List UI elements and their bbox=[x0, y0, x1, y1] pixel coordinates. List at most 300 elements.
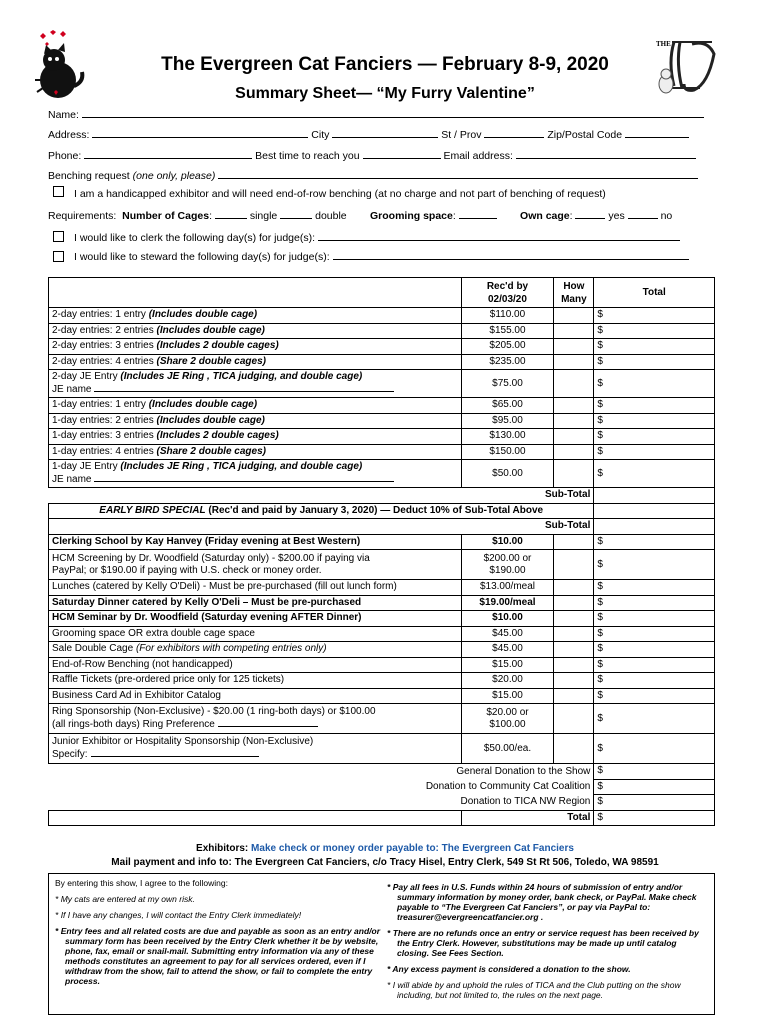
community-donation-label: Donation to Community Cat Coalition bbox=[425, 780, 591, 792]
total-field[interactable] bbox=[594, 734, 715, 764]
extra-price-value: $13.00/meal bbox=[479, 581, 535, 593]
how-many-field[interactable] bbox=[554, 339, 594, 355]
entry-price: $110.00 bbox=[461, 308, 554, 324]
extra-price bbox=[461, 550, 554, 580]
entry-description bbox=[49, 354, 462, 370]
entry-price: $50.00 bbox=[461, 460, 554, 488]
entry-row bbox=[49, 429, 715, 445]
entry-row bbox=[49, 398, 715, 414]
entry-label: 1-day entries: 4 entries bbox=[52, 445, 157, 457]
best-time-field[interactable] bbox=[363, 149, 441, 159]
entry-description bbox=[49, 460, 462, 488]
community-donation-field[interactable] bbox=[594, 779, 715, 795]
extra-price-value: $15.00 bbox=[492, 689, 523, 701]
subtotal-row bbox=[49, 488, 715, 504]
je-name-field[interactable] bbox=[94, 473, 394, 482]
general-donation-field[interactable] bbox=[594, 764, 715, 780]
je-name-field[interactable] bbox=[94, 383, 394, 392]
handicapped-label: I am a handicapped exhibitor and will need end-of-row benching (at no charge and not part of benching of request) bbox=[74, 188, 606, 200]
entry-note: (Includes double cage) bbox=[156, 324, 265, 336]
how-many-field[interactable] bbox=[554, 657, 594, 673]
no-label: no bbox=[660, 210, 673, 222]
entry-row bbox=[49, 444, 715, 460]
address-label: Address: bbox=[48, 129, 90, 141]
double-label: double bbox=[315, 210, 347, 222]
entry-label: 2-day entries: 4 entries bbox=[52, 355, 157, 367]
entry-description bbox=[49, 413, 462, 429]
terms-item bbox=[387, 928, 709, 958]
dollar-sign: $ bbox=[597, 712, 603, 724]
entry-row bbox=[49, 323, 715, 339]
subtotal2-label: Sub-Total bbox=[49, 519, 594, 535]
how-many-field[interactable] bbox=[554, 580, 594, 596]
total-row bbox=[49, 810, 715, 826]
how-many-field[interactable] bbox=[554, 642, 594, 658]
extra-label: Grooming space OR extra double cage space bbox=[52, 627, 255, 639]
terms-text: Pay all fees in U.S. Funds within 24 hours of submission of entry and/or summary information by money order, bank check, or PayPal. Make check payable to “The Evergreen Cat Fanciers”, or pay via PayPal to: treasurer@evergreencatfancier.org . bbox=[392, 882, 697, 922]
how-many-field[interactable] bbox=[554, 688, 594, 704]
entry-description bbox=[49, 429, 462, 445]
subtotal2-row bbox=[49, 519, 715, 535]
how-many-field[interactable] bbox=[554, 595, 594, 611]
extra-price-value2: $190.00 bbox=[489, 564, 526, 576]
how-many-field[interactable] bbox=[554, 534, 594, 550]
total-field[interactable] bbox=[594, 398, 715, 414]
clerk-label: I would like to clerk the following day(s) for judge(s): bbox=[74, 232, 316, 244]
total-label: Total bbox=[461, 810, 594, 826]
total-field[interactable] bbox=[594, 657, 715, 673]
how-many-field[interactable] bbox=[554, 398, 594, 414]
how-label: How bbox=[563, 280, 585, 292]
entry-label: 1-day JE Entry bbox=[52, 461, 121, 472]
entry-price: $150.00 bbox=[461, 444, 554, 460]
extra-row bbox=[49, 611, 715, 627]
extra-label: Raffle Tickets (pre-ordered price only for 125 tickets) bbox=[52, 674, 285, 686]
extra-row bbox=[49, 550, 715, 580]
dollar-sign: $ bbox=[597, 658, 603, 670]
entry-note: (Share 2 double cages) bbox=[156, 445, 266, 457]
extra-row bbox=[49, 673, 715, 689]
how-many-field[interactable] bbox=[554, 673, 594, 689]
phone-field[interactable] bbox=[84, 149, 252, 159]
how-many-field[interactable] bbox=[554, 370, 594, 398]
terms-right bbox=[387, 882, 709, 1006]
extra-price bbox=[461, 595, 554, 611]
total-field[interactable] bbox=[594, 810, 715, 826]
exhibitors-line bbox=[0, 843, 770, 854]
exhibitors-label: Exhibitors: bbox=[196, 843, 249, 854]
terms-item bbox=[387, 964, 709, 974]
extra-price-value: $20.00 bbox=[492, 674, 523, 686]
terms-text: Entry fees and all related costs are due and payable as soon as an entry and/or summary form has been received by the Entry Clerk whether it be by website, phone, fax, email or snail-mail. Submitting entry information via any of these methods constitutes an agreement to pay for all services ordered, even if I withdraw from the show, fail to attend the show, or fail to complete the entry process. bbox=[60, 926, 381, 986]
total-field[interactable] bbox=[594, 626, 715, 642]
single-cage-field[interactable] bbox=[215, 209, 247, 219]
extra-fill-field[interactable] bbox=[218, 718, 318, 727]
extra-price-value: $20.00 or bbox=[486, 706, 529, 718]
extra-description bbox=[49, 611, 462, 627]
entries-body bbox=[49, 308, 715, 488]
name-field[interactable] bbox=[82, 108, 704, 118]
extra-row bbox=[49, 626, 715, 642]
extra-label: Junior Exhibitor or Hospitality Sponsorship (Non-Exclusive) bbox=[52, 736, 314, 747]
make-check-text: Make check or money order payable to: The Evergreen Cat Fanciers bbox=[251, 843, 574, 854]
clerk-row bbox=[74, 231, 680, 244]
entry-note: (Includes JE Ring , TICA judging, and double cage) bbox=[120, 371, 363, 382]
extra-description bbox=[49, 657, 462, 673]
early-bird-title: EARLY BIRD SPECIAL bbox=[99, 504, 206, 516]
steward-checkbox[interactable] bbox=[53, 251, 64, 262]
early-bird-field[interactable] bbox=[594, 503, 715, 519]
how-many-field[interactable] bbox=[554, 460, 594, 488]
entry-description bbox=[49, 308, 462, 324]
extra-description bbox=[49, 534, 462, 550]
extra-label: Business Card Ad in Exhibitor Catalog bbox=[52, 689, 221, 701]
total-field[interactable] bbox=[594, 642, 715, 658]
grooming-space-field[interactable] bbox=[459, 209, 497, 219]
best-time-label: Best time to reach you bbox=[255, 150, 360, 162]
extra-label: Sale Double Cage bbox=[52, 643, 136, 655]
benching-label: Benching request bbox=[48, 170, 130, 182]
extra-row bbox=[49, 534, 715, 550]
address-row bbox=[48, 128, 689, 141]
total-field[interactable] bbox=[594, 444, 715, 460]
extra-price bbox=[461, 688, 554, 704]
total-field[interactable] bbox=[594, 308, 715, 324]
total-field[interactable] bbox=[594, 580, 715, 596]
dollar-sign: $ bbox=[597, 535, 603, 547]
entry-price: $65.00 bbox=[461, 398, 554, 414]
dollar-sign: $ bbox=[597, 780, 603, 792]
community-donation-row bbox=[49, 779, 715, 795]
terms-item bbox=[387, 882, 709, 922]
tica-donation-field[interactable] bbox=[594, 795, 715, 811]
extra-description bbox=[49, 642, 462, 658]
extra-label: Clerking School by Kay Hanvey (Friday evening at Best Western) bbox=[52, 535, 361, 547]
city-field[interactable] bbox=[332, 128, 438, 138]
entry-label: 1-day entries: 1 entry bbox=[52, 399, 149, 411]
dollar-sign: $ bbox=[597, 445, 603, 457]
total-field[interactable] bbox=[594, 460, 715, 488]
extra-label-line2: PayPal; or $190.00 if paying with U.S. check or money order. bbox=[52, 564, 322, 576]
extra-price-value: $45.00 bbox=[492, 627, 523, 639]
dollar-sign: $ bbox=[597, 643, 603, 655]
dollar-sign: $ bbox=[597, 689, 603, 701]
extra-row bbox=[49, 580, 715, 596]
entry-note: (Includes double cage) bbox=[148, 309, 258, 321]
st-prov-field[interactable] bbox=[484, 128, 544, 138]
total-field[interactable] bbox=[594, 673, 715, 689]
entry-description bbox=[49, 398, 462, 414]
tica-donation-row bbox=[49, 795, 715, 811]
entry-price: $235.00 bbox=[461, 354, 554, 370]
extra-label: Lunches (catered by Kelly O'Deli) - Must be pre-purchased (fill out lunch form) bbox=[52, 581, 397, 593]
dollar-sign: $ bbox=[597, 558, 603, 570]
subtotal-field[interactable] bbox=[594, 488, 715, 504]
subtotal-label: Sub-Total bbox=[49, 488, 594, 504]
entry-note: (Includes 2 double cages) bbox=[156, 340, 279, 352]
entry-description bbox=[49, 323, 462, 339]
logo-text: THE bbox=[656, 40, 671, 48]
how-many-field[interactable] bbox=[554, 611, 594, 627]
bullet: * bbox=[387, 882, 391, 892]
fee-table bbox=[48, 277, 715, 826]
extra-description bbox=[49, 673, 462, 689]
total-field[interactable] bbox=[594, 413, 715, 429]
extra-price bbox=[461, 642, 554, 658]
own-cage-label: Own cage bbox=[520, 210, 570, 222]
name-label: Name: bbox=[48, 109, 79, 121]
how-many-field[interactable] bbox=[554, 734, 594, 764]
terms-item bbox=[55, 894, 385, 904]
email-label: Email address: bbox=[443, 150, 513, 162]
bullet: * bbox=[55, 926, 59, 936]
entry-row bbox=[49, 354, 715, 370]
phone-row bbox=[48, 149, 696, 162]
bullet: * bbox=[387, 980, 391, 990]
extra-price-value: $10.00 bbox=[492, 535, 523, 547]
extra-note: (For exhibitors with competing entries only) bbox=[135, 643, 327, 655]
recd-label: Rec'd by bbox=[486, 280, 529, 292]
tica-donation-label: Donation to TICA NW Region bbox=[460, 796, 591, 807]
dollar-sign: $ bbox=[597, 612, 603, 624]
entry-note: (Includes double cage) bbox=[156, 414, 265, 426]
extra-description bbox=[49, 688, 462, 704]
how-many-field[interactable] bbox=[554, 323, 594, 339]
entry-price: $75.00 bbox=[461, 370, 554, 398]
address-field[interactable] bbox=[92, 128, 308, 138]
email-field[interactable] bbox=[516, 149, 696, 159]
dollar-sign: $ bbox=[597, 467, 603, 479]
dollar-sign: $ bbox=[597, 581, 603, 593]
extra-label: End-of-Row Benching (not handicapped) bbox=[52, 658, 233, 670]
benching-note: (one only, please) bbox=[132, 170, 216, 182]
name-row bbox=[48, 108, 704, 121]
city-label: City bbox=[311, 129, 330, 141]
extra-description bbox=[49, 704, 462, 734]
entry-row bbox=[49, 339, 715, 355]
entry-description bbox=[49, 370, 462, 398]
how-many-field[interactable] bbox=[554, 626, 594, 642]
terms-item bbox=[387, 980, 709, 1000]
steward-label: I would like to steward the following day(s) for judge(s): bbox=[74, 251, 330, 263]
entry-price: $155.00 bbox=[461, 323, 554, 339]
bullet: * bbox=[387, 928, 391, 938]
steward-row bbox=[74, 250, 689, 263]
how-many-header bbox=[554, 278, 594, 308]
entry-price: $205.00 bbox=[461, 339, 554, 355]
extra-price bbox=[461, 611, 554, 627]
benching-row bbox=[48, 169, 698, 182]
entry-row bbox=[49, 308, 715, 324]
entry-row bbox=[49, 370, 715, 398]
how-many-field[interactable] bbox=[554, 354, 594, 370]
total-field[interactable] bbox=[594, 429, 715, 445]
entry-description bbox=[49, 444, 462, 460]
extra-fill-field[interactable] bbox=[91, 748, 259, 757]
num-cages-label: Number of Cages bbox=[122, 210, 210, 222]
bullet: * bbox=[387, 964, 391, 974]
extra-price-value2: $100.00 bbox=[489, 718, 526, 730]
extra-label-line2: Specify: bbox=[52, 749, 88, 760]
general-donation-row bbox=[49, 764, 715, 780]
how-many-field[interactable] bbox=[554, 704, 594, 734]
entry-label: 2-day entries: 2 entries bbox=[52, 324, 157, 336]
entry-row bbox=[49, 460, 715, 488]
steward-field[interactable] bbox=[333, 250, 689, 260]
double-cage-field[interactable] bbox=[280, 209, 312, 219]
page-subtitle: Summary Sheet— “My Furry Valentine” bbox=[235, 85, 535, 102]
total-field[interactable] bbox=[594, 339, 715, 355]
handicapped-checkbox[interactable] bbox=[53, 186, 64, 197]
extra-price bbox=[461, 534, 554, 550]
clerk-checkbox[interactable] bbox=[53, 231, 64, 242]
extra-description bbox=[49, 580, 462, 596]
early-bird-row bbox=[49, 503, 715, 519]
dollar-sign: $ bbox=[597, 414, 603, 426]
general-donation-label: General Donation to the Show bbox=[456, 765, 591, 777]
dollar-sign: $ bbox=[597, 796, 603, 808]
single-label: single bbox=[249, 210, 278, 222]
yes-label: yes bbox=[608, 210, 625, 222]
dollar-sign: $ bbox=[597, 596, 603, 608]
extra-row bbox=[49, 734, 715, 764]
table-header-row bbox=[49, 278, 715, 308]
entry-label: 2-day JE Entry bbox=[52, 371, 121, 382]
total-field[interactable] bbox=[594, 550, 715, 580]
total-field[interactable] bbox=[594, 354, 715, 370]
zip-label: Zip/Postal Code bbox=[547, 129, 623, 141]
dollar-sign: $ bbox=[597, 742, 603, 754]
extra-description bbox=[49, 626, 462, 642]
zip-field[interactable] bbox=[625, 128, 689, 138]
page-title: The Evergreen Cat Fanciers — February 8-9, 2020 bbox=[161, 54, 609, 75]
terms-box bbox=[48, 873, 715, 1015]
entry-row bbox=[49, 413, 715, 429]
how-many-field[interactable] bbox=[554, 550, 594, 580]
terms-item bbox=[55, 910, 385, 920]
total-header: Total bbox=[594, 278, 715, 308]
dollar-sign: $ bbox=[597, 309, 603, 321]
clerk-field[interactable] bbox=[318, 231, 680, 241]
entry-label: 2-day entries: 1 entry bbox=[52, 309, 149, 321]
extra-row bbox=[49, 657, 715, 673]
total-field[interactable] bbox=[594, 611, 715, 627]
requirements-label: Requirements: bbox=[48, 210, 117, 222]
dollar-sign: $ bbox=[597, 399, 603, 411]
extra-price bbox=[461, 704, 554, 734]
extra-price-value: $50.00/ea. bbox=[483, 742, 532, 754]
terms-text: Any excess payment is considered a donation to the show. bbox=[392, 964, 631, 974]
total-field[interactable] bbox=[594, 704, 715, 734]
dollar-sign: $ bbox=[597, 811, 603, 823]
entry-note: (Includes double cage) bbox=[148, 399, 258, 411]
terms-intro: By entering this show, I agree to the following: bbox=[55, 878, 228, 888]
total-field[interactable] bbox=[594, 370, 715, 398]
entry-label: 1-day entries: 3 entries bbox=[52, 430, 157, 442]
extra-price bbox=[461, 580, 554, 596]
dollar-sign: $ bbox=[597, 355, 603, 367]
total-field[interactable] bbox=[594, 688, 715, 704]
terms-text: There are no refunds once an entry or service request has been received by the Entry Clerk. However, substitutions may be made up until catalog closing. See Fees Section. bbox=[392, 928, 699, 958]
extra-price-value: $200.00 or bbox=[483, 552, 532, 564]
total-field[interactable] bbox=[594, 534, 715, 550]
extra-price-value: $19.00/meal bbox=[479, 596, 536, 608]
extra-price-value: $45.00 bbox=[492, 643, 523, 655]
dollar-sign: $ bbox=[597, 765, 603, 777]
terms-left bbox=[55, 878, 385, 992]
entry-note: (Share 2 double cages) bbox=[156, 355, 266, 367]
st-prov-label: St / Prov bbox=[441, 129, 482, 141]
terms-text: I will abide by and uphold the rules of TICA and the Club putting on the show including, but not limited to, the rules on the next page. bbox=[392, 980, 681, 1000]
how-many-field[interactable] bbox=[554, 429, 594, 445]
benching-field[interactable] bbox=[218, 169, 698, 179]
subtotal2-field[interactable] bbox=[594, 519, 715, 535]
entry-price: $95.00 bbox=[461, 413, 554, 429]
dollar-sign: $ bbox=[597, 674, 603, 686]
total-field[interactable] bbox=[594, 595, 715, 611]
entry-label: 1-day entries: 2 entries bbox=[52, 414, 157, 426]
terms-text: My cats are entered at my own risk. bbox=[60, 894, 195, 904]
terms-right-list bbox=[387, 882, 709, 1000]
extra-price bbox=[461, 657, 554, 673]
how-many-field[interactable] bbox=[554, 444, 594, 460]
extra-price-value: $15.00 bbox=[492, 658, 523, 670]
entry-note: (Includes 2 double cages) bbox=[156, 430, 279, 442]
recd-date: 02/03/20 bbox=[488, 293, 527, 305]
terms-text: If I have any changes, I will contact the Entry Clerk immediately! bbox=[60, 910, 302, 920]
extra-description bbox=[49, 595, 462, 611]
entry-label: 2-day entries: 3 entries bbox=[52, 340, 157, 352]
extra-row bbox=[49, 595, 715, 611]
extra-row bbox=[49, 688, 715, 704]
extra-price bbox=[461, 734, 554, 764]
terms-left-list bbox=[55, 894, 385, 986]
grooming-space-label: Grooming space bbox=[369, 210, 453, 222]
phone-label: Phone: bbox=[48, 150, 82, 162]
requirements-row: Requirements: Number of Cages: single double Grooming space: Own cage: yes no bbox=[48, 210, 673, 222]
how-many-field[interactable] bbox=[554, 413, 594, 429]
extra-price-value: $10.00 bbox=[492, 612, 523, 624]
extra-description bbox=[49, 734, 462, 764]
extra-label-line2: (all rings-both days) Ring Preference bbox=[52, 719, 215, 730]
je-name-label: JE name bbox=[52, 384, 92, 395]
entry-note: (Includes JE Ring , TICA judging, and double cage) bbox=[120, 461, 363, 472]
extra-price bbox=[461, 673, 554, 689]
own-cage-no-field[interactable] bbox=[628, 209, 658, 219]
extra-price bbox=[461, 626, 554, 642]
dollar-sign: $ bbox=[597, 340, 603, 352]
entry-price: $130.00 bbox=[461, 429, 554, 445]
extra-row bbox=[49, 642, 715, 658]
many-label: Many bbox=[561, 293, 587, 305]
total-field[interactable] bbox=[594, 323, 715, 339]
extra-label: HCM Seminar by Dr. Woodfield (Saturday evening AFTER Dinner) bbox=[52, 612, 362, 624]
own-cage-yes-field[interactable] bbox=[575, 209, 605, 219]
early-bird-text: (Rec'd and paid by January 3, 2020) — Deduct 10% of Sub-Total Above bbox=[205, 504, 544, 516]
entry-description bbox=[49, 339, 462, 355]
dollar-sign: $ bbox=[597, 627, 603, 639]
dollar-sign: $ bbox=[597, 324, 603, 336]
extra-label: HCM Screening by Dr. Woodfield (Saturday only) - $200.00 if paying via bbox=[52, 552, 370, 564]
recd-header bbox=[461, 278, 554, 308]
extras-body bbox=[49, 534, 715, 764]
extra-label: Saturday Dinner catered by Kelly O'Deli – Must be pre-purchased bbox=[52, 596, 362, 608]
bullet: * bbox=[55, 910, 59, 920]
extra-row bbox=[49, 704, 715, 734]
how-many-field[interactable] bbox=[554, 308, 594, 324]
extra-description bbox=[49, 550, 462, 580]
je-name-label: JE name bbox=[52, 474, 92, 485]
